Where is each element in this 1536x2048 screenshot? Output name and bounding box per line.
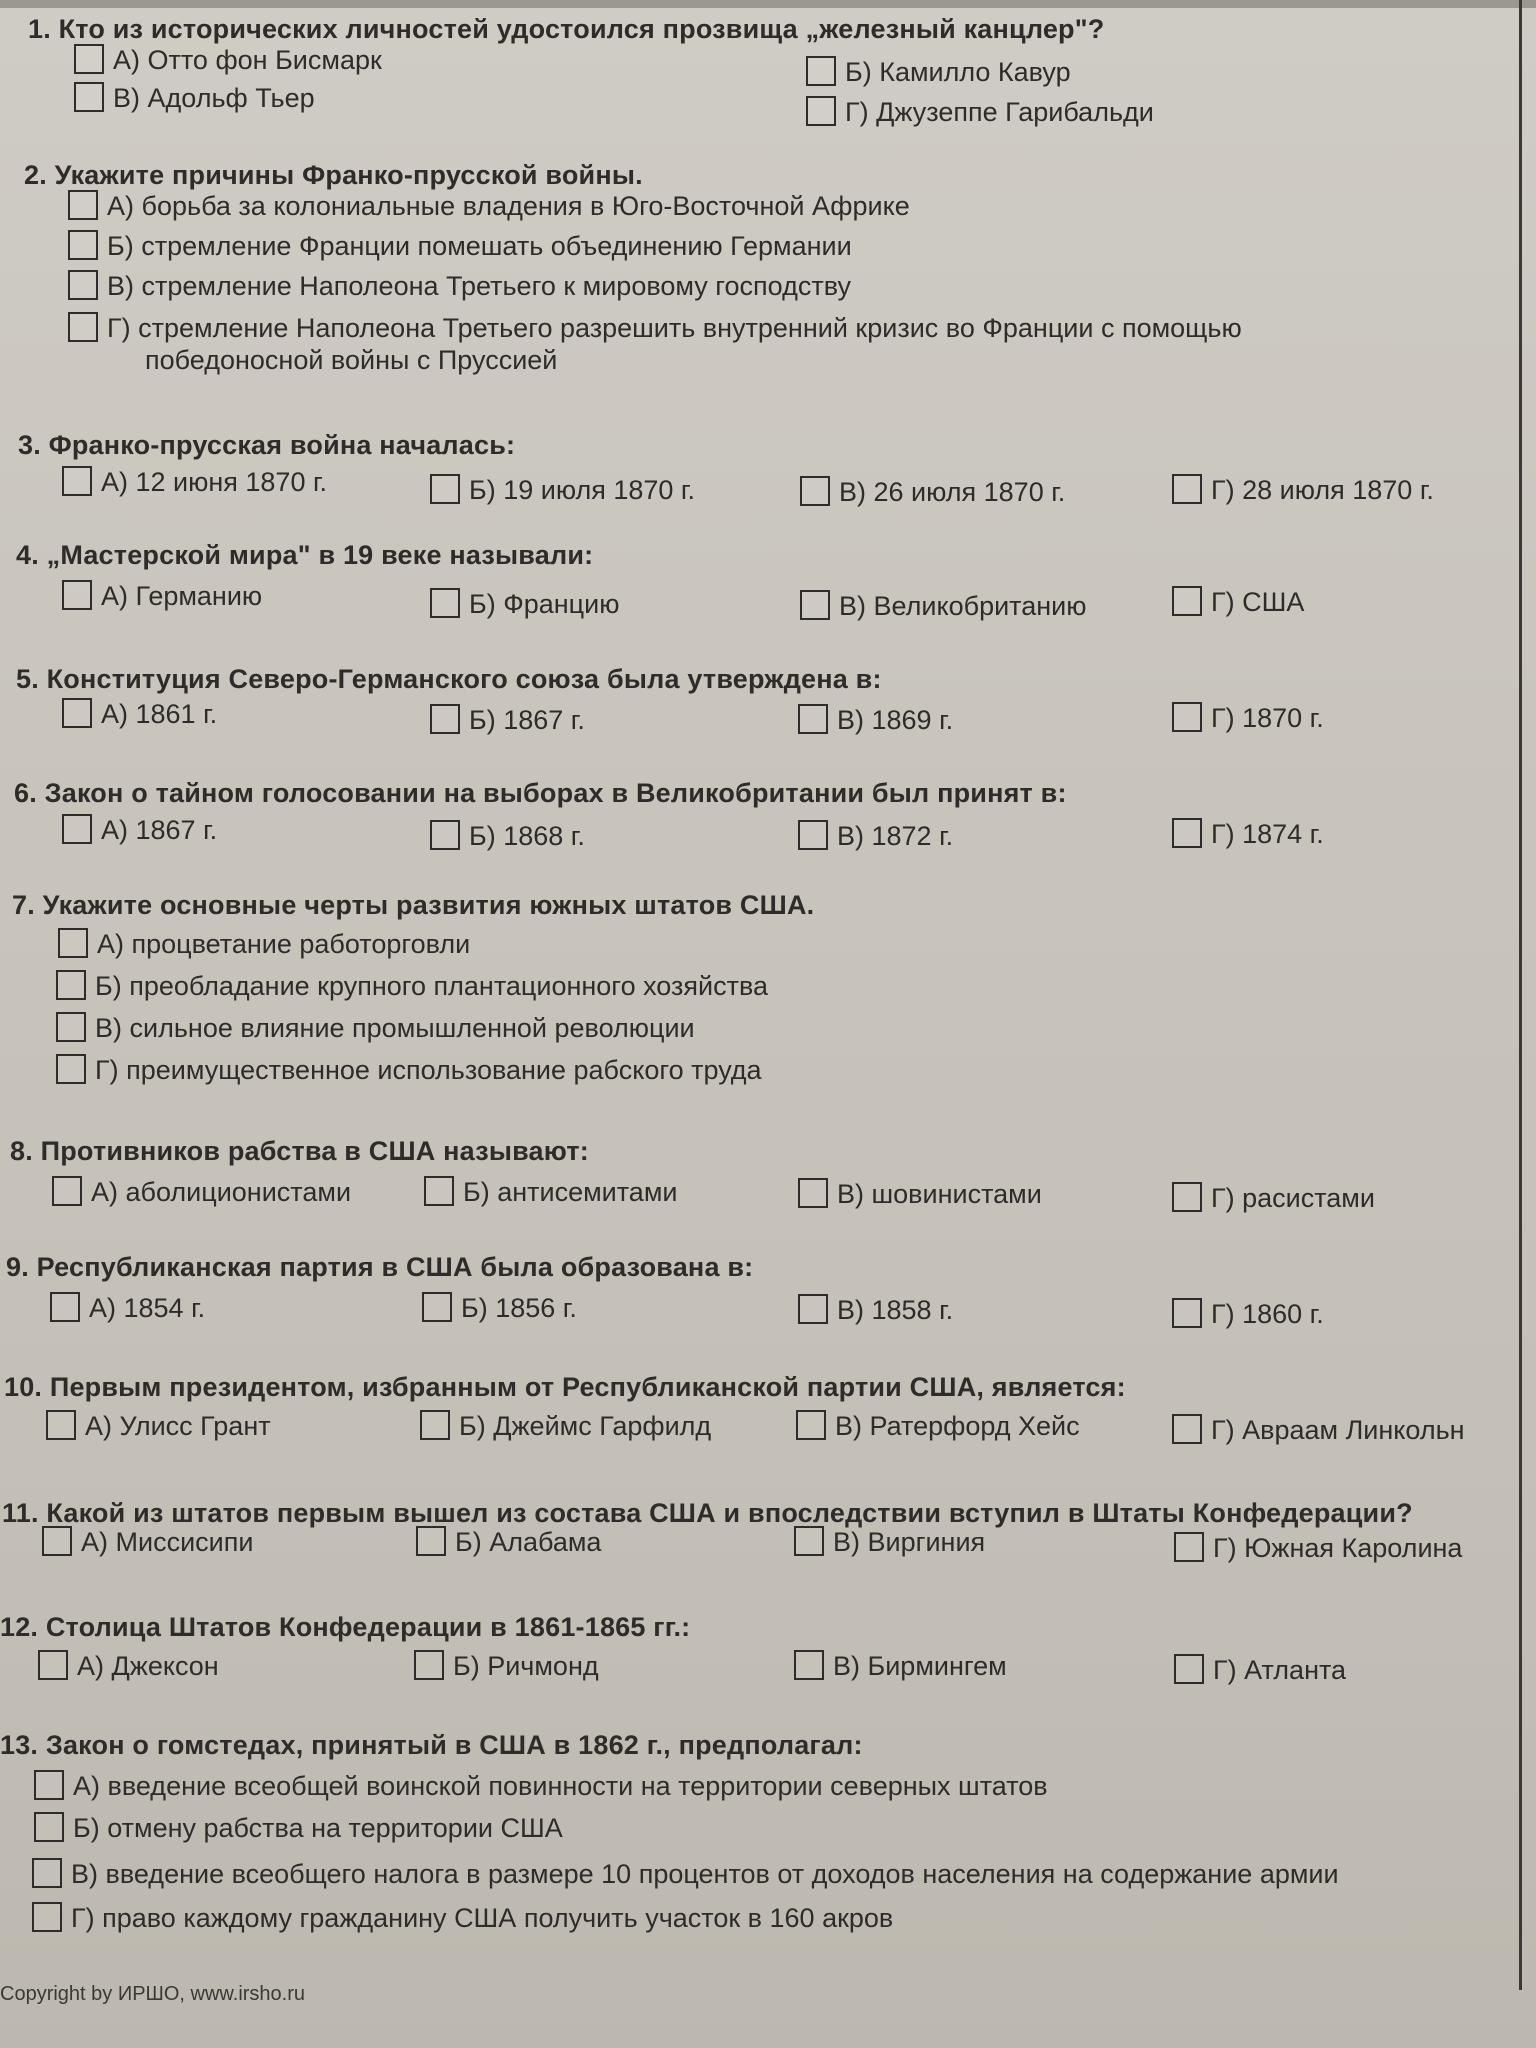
option-a[interactable]: А) 1861 г. [62, 698, 217, 730]
checkbox[interactable] [68, 312, 98, 342]
option-a[interactable]: А) Улисс Грант [46, 1410, 271, 1442]
option-g[interactable]: Г) право каждому гражданину США получить участок в 160 акров [32, 1902, 893, 1934]
checkbox[interactable] [424, 1176, 454, 1206]
checkbox[interactable] [794, 1526, 824, 1556]
checkbox[interactable] [34, 1770, 64, 1800]
option-a[interactable]: А) Германию [62, 580, 262, 612]
checkbox[interactable] [798, 1294, 828, 1324]
checkbox[interactable] [56, 1054, 86, 1084]
option-b[interactable]: Б) Ричмонд [414, 1650, 599, 1682]
option-b[interactable]: Б) преобладание крупного плантационного хозяйства [56, 970, 768, 1002]
option-b[interactable]: Б) Алабама [416, 1526, 601, 1558]
question-title: 1. Кто из исторических личностей удостоился прозвища „железный канцлер"? [28, 14, 1105, 44]
option-g[interactable]: Г) 1870 г. [1172, 702, 1324, 734]
checkbox[interactable] [74, 82, 104, 112]
option-g[interactable]: Г) преимущественное использование рабского труда [56, 1054, 762, 1086]
option-a[interactable]: А) Отто фон Бисмарк [74, 44, 382, 76]
option-g[interactable]: Г) 28 июля 1870 г. [1172, 474, 1434, 506]
checkbox[interactable] [1174, 1532, 1204, 1562]
checkbox[interactable] [414, 1650, 444, 1680]
option-b[interactable]: Б) Камилло Кавур [806, 56, 1071, 88]
option-g[interactable]: Г) 1874 г. [1172, 818, 1324, 850]
option-v[interactable]: В) Адольф Тьер [74, 82, 315, 114]
checkbox[interactable] [68, 190, 98, 220]
checkbox[interactable] [38, 1650, 68, 1680]
option-g[interactable]: Г) 1860 г. [1172, 1298, 1324, 1330]
option-a[interactable]: А) процветание работорговли [58, 928, 470, 960]
option-v[interactable]: В) Великобританию [800, 590, 1086, 622]
checkbox[interactable] [416, 1526, 446, 1556]
checkbox[interactable] [68, 230, 98, 260]
option-b[interactable]: Б) 1868 г. [430, 820, 585, 852]
option-v[interactable]: В) 1869 г. [798, 704, 953, 736]
checkbox[interactable] [58, 928, 88, 958]
question-title: 13. Закон о гомстедах, принятый в США в 1862 г., предполагал: [0, 1730, 863, 1760]
option-b[interactable]: Б) антисемитами [424, 1176, 677, 1208]
checkbox[interactable] [34, 1812, 64, 1842]
checkbox[interactable] [806, 96, 836, 126]
question-title: 11. Какой из штатов первым вышел из состава США и впоследствии вступил в Штаты Конфедерации? [2, 1498, 1413, 1528]
question-title: 4. „Мастерской мира" в 19 веке называли: [16, 540, 594, 570]
option-g[interactable]: Г) стремление Наполеона Третьего разрешить внутренний кризис во Франции с помощью победоносной войны с Пруссией [68, 312, 1242, 376]
question-title: 10. Первым президентом, избранным от Республиканской партии США, является: [4, 1372, 1126, 1402]
checkbox[interactable] [422, 1292, 452, 1322]
checkbox[interactable] [430, 704, 460, 734]
checkbox[interactable] [1172, 1298, 1202, 1328]
option-v[interactable]: В) 1872 г. [798, 820, 953, 852]
option-b[interactable]: Б) Францию [430, 588, 619, 620]
question-title: 6. Закон о тайном голосовании на выборах в Великобритании был принят в: [14, 778, 1067, 808]
question-title: 7. Укажите основные черты развития южных штатов США. [12, 890, 815, 920]
option-b[interactable]: Б) Джеймс Гарфилд [420, 1410, 711, 1442]
checkbox[interactable] [796, 1410, 826, 1440]
checkbox[interactable] [420, 1410, 450, 1440]
checkbox[interactable] [430, 474, 460, 504]
checkbox[interactable] [800, 476, 830, 506]
checkbox[interactable] [798, 1178, 828, 1208]
checkbox[interactable] [430, 588, 460, 618]
option-v[interactable]: В) Ратерфорд Хейс [796, 1410, 1080, 1442]
checkbox[interactable] [56, 1012, 86, 1042]
option-g[interactable]: Г) Южная Каролина [1174, 1532, 1462, 1564]
checkbox[interactable] [800, 590, 830, 620]
option-g[interactable]: Г) Атланта [1174, 1654, 1346, 1686]
checkbox[interactable] [62, 580, 92, 610]
option-a[interactable]: А) аболиционистами [52, 1176, 351, 1208]
option-g[interactable]: Г) Джузеппе Гарибальди [806, 96, 1154, 128]
checkbox[interactable] [50, 1292, 80, 1322]
checkbox[interactable] [46, 1410, 76, 1440]
checkbox[interactable] [798, 820, 828, 850]
option-a[interactable]: А) Джексон [38, 1650, 219, 1682]
checkbox[interactable] [42, 1526, 72, 1556]
option-a[interactable]: А) 1854 г. [50, 1292, 205, 1324]
option-b[interactable]: Б) 1856 г. [422, 1292, 577, 1324]
option-b[interactable]: Б) 1867 г. [430, 704, 585, 736]
checkbox[interactable] [74, 44, 104, 74]
option-a[interactable]: А) введение всеобщей воинской повинности на территории северных штатов [34, 1770, 1048, 1802]
option-v[interactable]: В) шовинистами [798, 1178, 1042, 1210]
option-b[interactable]: Б) 19 июля 1870 г. [430, 474, 695, 506]
option-g[interactable]: Г) расистами [1172, 1182, 1375, 1214]
checkbox[interactable] [430, 820, 460, 850]
checkbox[interactable] [1172, 586, 1202, 616]
option-a[interactable]: А) Миссисипи [42, 1526, 253, 1558]
checkbox[interactable] [68, 270, 98, 300]
option-a[interactable]: А) борьба за колониальные владения в Юго-Восточной Африке [68, 190, 910, 222]
checkbox[interactable] [1172, 474, 1202, 504]
option-v[interactable]: В) Бирмингем [794, 1650, 1007, 1682]
option-v[interactable]: В) 1858 г. [798, 1294, 953, 1326]
option-v[interactable]: В) 26 июля 1870 г. [800, 476, 1065, 508]
option-g[interactable]: Г) Авраам Линкольн [1172, 1414, 1465, 1446]
checkbox[interactable] [62, 466, 92, 496]
question-title: 3. Франко-прусская война началась: [18, 430, 516, 460]
option-a[interactable]: А) 1867 г. [62, 814, 217, 846]
checkbox[interactable] [52, 1176, 82, 1206]
question-title: 2. Укажите причины Франко-прусской войны. [24, 160, 643, 190]
option-g[interactable]: Г) США [1172, 586, 1304, 618]
page-border-line [1519, 0, 1522, 1990]
option-v[interactable]: В) введение всеобщего налога в размере 10 процентов от доходов населения на содержание армии [32, 1858, 1339, 1890]
checkbox[interactable] [56, 970, 86, 1000]
checkbox[interactable] [798, 704, 828, 734]
question-title: 12. Столица Штатов Конфедерации в 1861-1865 гг.: [0, 1612, 691, 1642]
checkbox[interactable] [806, 56, 836, 86]
checkbox[interactable] [62, 698, 92, 728]
checkbox[interactable] [1172, 818, 1202, 848]
option-v[interactable]: В) сильное влияние промышленной революции [56, 1012, 695, 1044]
checkbox[interactable] [1174, 1654, 1204, 1684]
checkbox[interactable] [32, 1858, 62, 1888]
option-a[interactable]: А) 12 июня 1870 г. [62, 466, 327, 498]
checkbox[interactable] [1172, 702, 1202, 732]
checkbox[interactable] [1172, 1182, 1202, 1212]
copyright-footer: Copyright by ИРШО, www.irsho.ru [0, 1983, 306, 2005]
option-v[interactable]: В) Виргиния [794, 1526, 985, 1558]
top-edge [0, 0, 1536, 8]
checkbox[interactable] [32, 1902, 62, 1932]
option-b[interactable]: Б) отмену рабства на территории США [34, 1812, 563, 1844]
option-v[interactable]: В) стремление Наполеона Третьего к мировому господству [68, 270, 851, 302]
checkbox[interactable] [794, 1650, 824, 1680]
question-title: 8. Противников рабства в США называют: [10, 1136, 589, 1166]
option-b[interactable]: Б) стремление Франции помешать объединению Германии [68, 230, 852, 262]
checkbox[interactable] [62, 814, 92, 844]
question-title: 5. Конституция Северо-Германского союза была утверждена в: [16, 664, 882, 694]
question-title: 9. Республиканская партия в США была образована в: [6, 1252, 754, 1282]
checkbox[interactable] [1172, 1414, 1202, 1444]
